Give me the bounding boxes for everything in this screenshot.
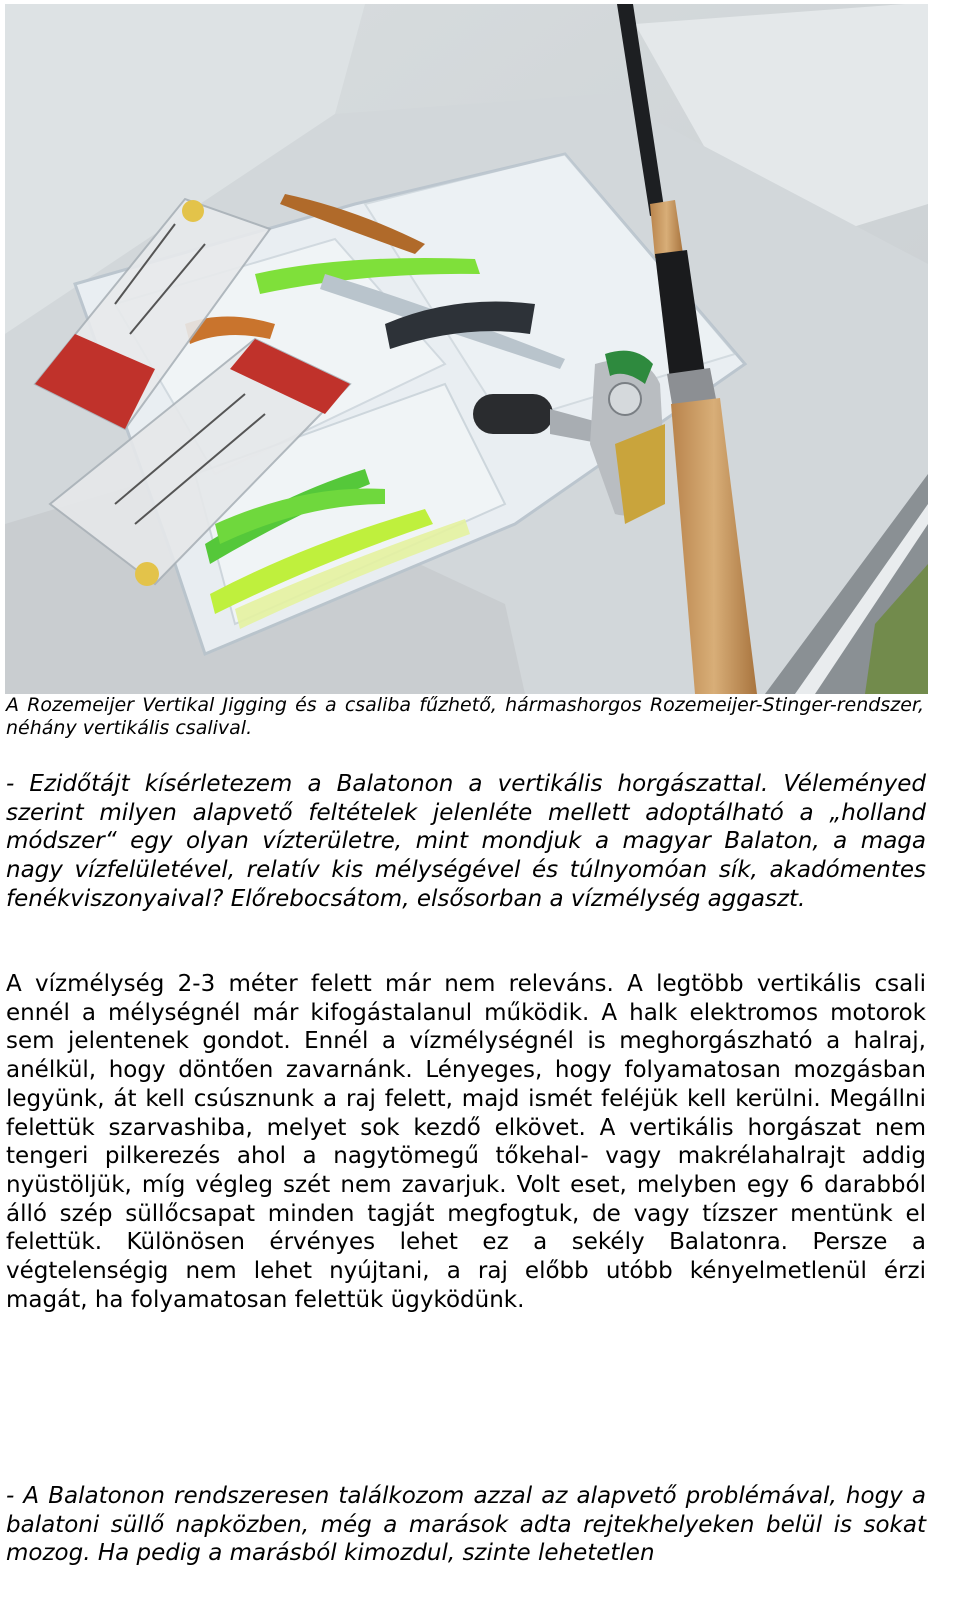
interview-answer-1: A vízmélység 2-3 méter felett már nem releváns. A legtöbb vertikális csali ennél a mélységnél már kifogástalanul működik. A halk elektromos motorok sem jelentenek gondot. Ennél a vízmélységnél is meghorgászható a halraj, anélkül, hogy döntően zavarnánk. Lényeges, hogy folyamatosan mozgásban legyünk, át kell csúsznunk a raj felett, majd ismét feléjük kell kerülni. Megállni felettük szarvashiba, melyet sok kezdő elkövet. A vertikális horgászat nem tengeri pilkerezés ahol a nagytömegű tőkehal- vagy makrélahalrajt addig nyüstöljük, míg végleg szét nem zavarjuk. Volt eset, melyben egy 6 darabból álló szép süllőcsapat minden tagját megfogtuk, de vagy tízszer mentünk el felettük. Különösen érvényes lehet ez a sekély Balatonra. Persze a végtelenségig nem lehet nyújtani, a raj előbb utóbb kényelmetlenül érzi magát, ha folyamatosan felettük ügyködünk. <box>6 971 926 1313</box>
interview-question-2: - A Balatonon rendszeresen találkozom azzal az alapvető problémával, hogy a balatoni süllő napközben, még a marások adta rejtekhelyeken belül is sokat mozog. Ha pedig a marásból kimozdul, szinte lehetetlen <box>6 1483 926 1567</box>
photo-caption: A Rozemeijer Vertikal Jigging és a csaliba fűzhető, hármashorgos Rozemeijer-Stinger-rendszer, néhány vertikális csalival. <box>6 694 924 739</box>
fishing-tackle-photo <box>5 4 928 694</box>
interview-question-1: - Ezidőtájt kísérletezem a Balatonon a vertikális horgászattal. Véleményed szerint milyen alapvető feltételek jelenléte mellett adoptálható a „holland módszer“ egy olyan vízterületre, mint mondjuk a magyar Balaton, a maga nagy vízfelületével, relatív kis mélységével és túlnyomóan sík, akadómentes fenékviszonyaival? Előrebocsátom, elsősorban a vízmélység aggaszt. <box>6 771 926 912</box>
